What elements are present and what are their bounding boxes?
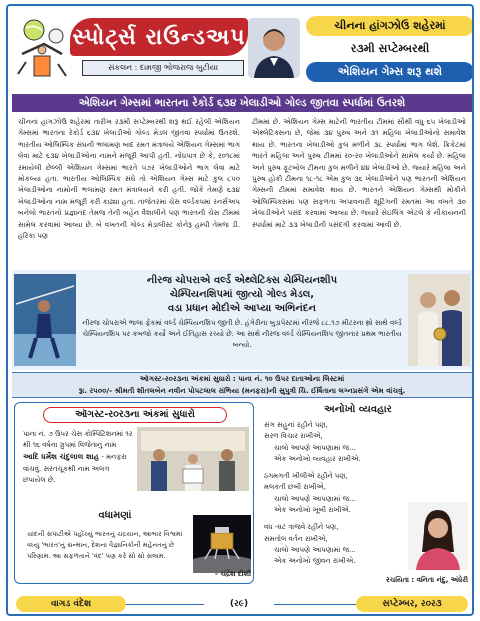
poem-stanza <box>264 471 414 516</box>
byline: સંકલન : દામજી ભોજરાજ બુટીયા <box>82 60 244 76</box>
vadhamana-title: વધામણાં <box>85 507 145 525</box>
neeraj-heading-2: ચેમ્પિયનશિપમાં જીત્યો ગોલ્ડ મેડલ, <box>169 289 315 300</box>
poem <box>264 420 414 574</box>
headline-line-1: ચીનના હાંગઝોઉ શહેરમાં <box>306 16 474 36</box>
modi-neeraj-photo <box>408 274 470 366</box>
poem-line: ચાલો આપણે આપણામાં જ... <box>274 494 356 503</box>
footer-divider <box>274 604 356 605</box>
vadhamana-author: - ચંદ્રેશ દોશી <box>215 570 251 578</box>
poem-line: ઠગમગતી ખીલીએ રહીને પણ, <box>264 472 348 481</box>
poem-line: વધ -ઘટ ત્રાજવે રહીને પણ, <box>264 523 339 532</box>
headline-line-3: એશિયન ગેમ્સ શરૂ થશે <box>306 62 474 82</box>
correction-text-before: પાના નં. ૭ ઉપર ચેસ કોમ્પિટિશનમાં ૧ર થી ૧૬ વર્ષના ગ્રુપમાં વિજેતાનું નામ <box>23 430 133 450</box>
poem-stanza <box>264 522 414 567</box>
editor-portrait <box>248 18 300 78</box>
neeraj-body: નીરજ ચોપરાએ ભાલા ફેંકમાં વર્લ્ડ ચેમ્પિયનશિપ જીતી છે. હંગેરીના બુડાપેસ્ટમાં નીરજે ૮૮.૧૭ મીટરના થ્રો સાથે વર્લ્ડ ચેમ્પિયનશિપ પર કબજો કર્યો અને ઈતિહાસ રચ્યો છે. આ સાથે નીરજ વર્લ્ડ ચેમ્પિયનશિપ જીતનાર પ્રથમ ભારતીય બન્યો. <box>82 319 402 349</box>
header <box>12 10 472 92</box>
poem-line: એક અનોખો વ્યવહાર રાખીએ. <box>274 454 361 463</box>
headline-line-2: ર૩મી સપ્ટેમ્બરથી <box>306 39 474 59</box>
poem-author: રચયિતા : વનિતા નંદુ, અંધેરી <box>386 576 468 584</box>
sports-collage-art <box>14 14 70 80</box>
sports-roundup-banner: સ્પોર્ટ્સ રાઉન્ડઅપ <box>70 18 248 56</box>
page-footer <box>8 594 472 616</box>
winner-name: આદિ ધર્મેશ ચંદુલાલ શાહ <box>23 452 100 462</box>
poem-line: ચાલો આપણે આપણામાં જ... <box>274 443 356 452</box>
neeraj-heading-3: વડા પ્રધાન મોદીએ આપ્યા અભિનંદન <box>168 303 316 314</box>
poem-line: સરળ વિચાર રાખીએ, <box>264 432 323 441</box>
magazine-name: વાગડ વંદેશ <box>16 596 126 612</box>
page-number: (ર૯) <box>229 599 249 609</box>
correction-box <box>14 402 254 584</box>
poem-line: ચાલો આપણે આપણામાં જ... <box>274 545 356 554</box>
poem-stanza <box>264 420 414 465</box>
correction-box-text <box>23 429 133 486</box>
poem-line: એક અનોખો ખૂબી રાખીએ. <box>274 506 351 515</box>
article-column-2: ટીમમાં છે. એશિયન ગેમ્સ માટેની ભારતીય ટીમમાં સૌથી વધુ ૬૫ ખેલાડીઓ એથ્લેટિક્સના છે, જેમાં ૩૪ પુરુષ અને ૩૧ મહિલા ખેલાડીઓનો સમાવેશ થાય છે. ભારતના ખેલાડીઓ કુલ મળીને ૩૮ સ્પર્ધામાં ભાગ લેશે. ક્રિકેટમાં ભારતે મહિલા અને પુરુષ ટીમમાં ર૦-ર૦ ખેલાડીઓને સામેલ કર્યા છે. મહિલા અને પુરુષ ફૂટબોલ ટીમના કુલ મળીને ૪૪ ખેલાડીઓ છે. જ્યારે મહિલા અને પુરુષ હોકી ટીમના ૧૮-૧૮ એમ કુલ ૩૬ ખેલાડીઓને પણ ભારતની એશિયન ગેમ્સની ટીમમાં સમાવેશ થાય છે. ભારતને એશિયન ગેમ્સથી મોકીને ઓલિમ્પિક્સમાં પણ સફળતા અપાવનારી શૂટિંગની રમતમાં આ વખતે ૩૦ ખેલાડીઓને પસંદ કરવામાં આવ્યા છે. જ્યારે સેઇલિંગ એટલે કે નૌકાયનની સ્પર્ધામાં માટે ૩૩ ખેલાડીની પસંદગી કરવામાં આવી છે. <box>252 117 466 229</box>
poem-line: સંગ સહુનાં રહીને પણ, <box>264 421 328 429</box>
headline-box <box>306 16 474 82</box>
chess-award-photo <box>137 427 249 491</box>
vadhamana-text: ચાંદની સપાટીએ પહોંચ્યું ભારતનું ચંદ્રયાન, આભાર વિશ્વમાં વધ્યું 'ભારત'નું સન્માન, દેશના વૈજ્ઞાનિકોની મહેનતનું છે પરિણામ. આ સફળતાને 'વંદ' પણ કરે સો સો સલામ. <box>27 530 183 560</box>
issue-date: સપ્ટેમ્બર, ર૦ર૩ <box>356 596 468 612</box>
neeraj-article <box>82 274 402 366</box>
correction-line-1: ઑગસ્ટ-ર૦ર૩ના અંકમાં સુધારો : પાના નં. ૧૦ ઉપર દાતાઓના લિસ્ટમાં <box>139 374 345 383</box>
javelin-athlete-photo <box>14 274 76 366</box>
asian-games-headline: એશિયન ગેમ્સમાં ભારતના રેકોર્ડ ૬૩૪ ખેલાડીઓ ગોલ્ડ જીતવા સ્પર્ધામાં ઉતરશે <box>12 94 472 112</box>
correction-text-after: - મનફરા વાંચવું. સરતચૂકથી નામ અલગ છપાયેલ છે. <box>23 453 127 484</box>
correction-notice <box>12 372 472 398</box>
chandrayaan-lander-image <box>193 515 251 573</box>
correction-box-title: ઑગસ્ટ-ર૦ર૩ના અંકમાં સુધારો <box>43 407 227 423</box>
poem-line: સમતોલ વર્તન રાખીએ, <box>264 534 328 543</box>
poem-line: એક અનોખો જીવન રાખીએ. <box>274 557 356 566</box>
poet-portrait <box>408 502 468 570</box>
footer-divider <box>126 604 204 605</box>
neeraj-heading-1: નીરજ ચોપરાએ વર્લ્ડ એથ્લેટિક્સ ચેમ્પિયનશીપ <box>146 275 338 286</box>
poem-title: અનોખો વ્યવહાર <box>324 404 392 415</box>
poem-line: મલકતી છબી રાખીએ, <box>264 483 327 492</box>
article-column-1: ચીનના હાંગઝોઉ શહેરમાં તારીખ ર૩મી સપ્ટેમ્બરથી શરૂ થઈ રહેલી એશિયન ગેમ્સમાં ભારતના રેકોર્ડ ૬૩૪ ખેલાડીઓ ગોલ્ડ મેડલ જીતવા સ્પર્ધામાં ઉતરશે. ભારતીય ઓલિમ્પિક સંઘની ભલામણ બાદ રમત મંત્રાલયે એશિયન ગેમ્સમાં ભાગ લેવા માટે ૬૩૪ ખેલાડીઓના નામને મંજૂરી આપી હતી. નોંધપાત્ર છે કે, ર૦૧૮માં રમાયેલી છેલ્લી એશિયન ગેમ્સમાં ભારતે ૫૭ર ખેલાડીઓને ભાગ લેવા માટે મોકલ્યા હતા. ભારતીય ઓલિમ્પિક સંઘે તો એશિયન ગેમ્સ માટે કુલ ૮૫૦ ખેલાડીઓના નામોની ભલામણ રમત મંત્રાલયને કરી હતી. જોકે તેમણે ૬૩૪ ખેલાડીઓના નામ મંજૂરી કરી કાઢ્યા હતા. તાજેતરમાં ચેસ વર્લ્ડકપમાં રનર્સઅપ બનેલો ભારતનો પ્રજ્ઞાનંદ તેમજ તેની બહેન વૈશાલીને પણ ભારતની ચેસ ટીમમાં સામેલ કરવામાં આવ્યા છે. બે વખતની ગોલ્ડ મેડાલીસ્ટ કોનેરૂ હમ્પી તેમજ ડી. હરિકા પણ <box>18 117 240 241</box>
correction-line-2: રૂા. ર૫૦૦/- શ્રીમતી શીતલબેન નવીન પોપટલાલ રાંભિયા (મનફરા)ની સુપુત્રી ચિ. ઈર્ષિતાના લગ્નપ્રસંગે એમ વાંચવું. <box>78 386 406 395</box>
magazine-page <box>6 4 474 616</box>
neeraj-chopra-section <box>12 270 472 370</box>
